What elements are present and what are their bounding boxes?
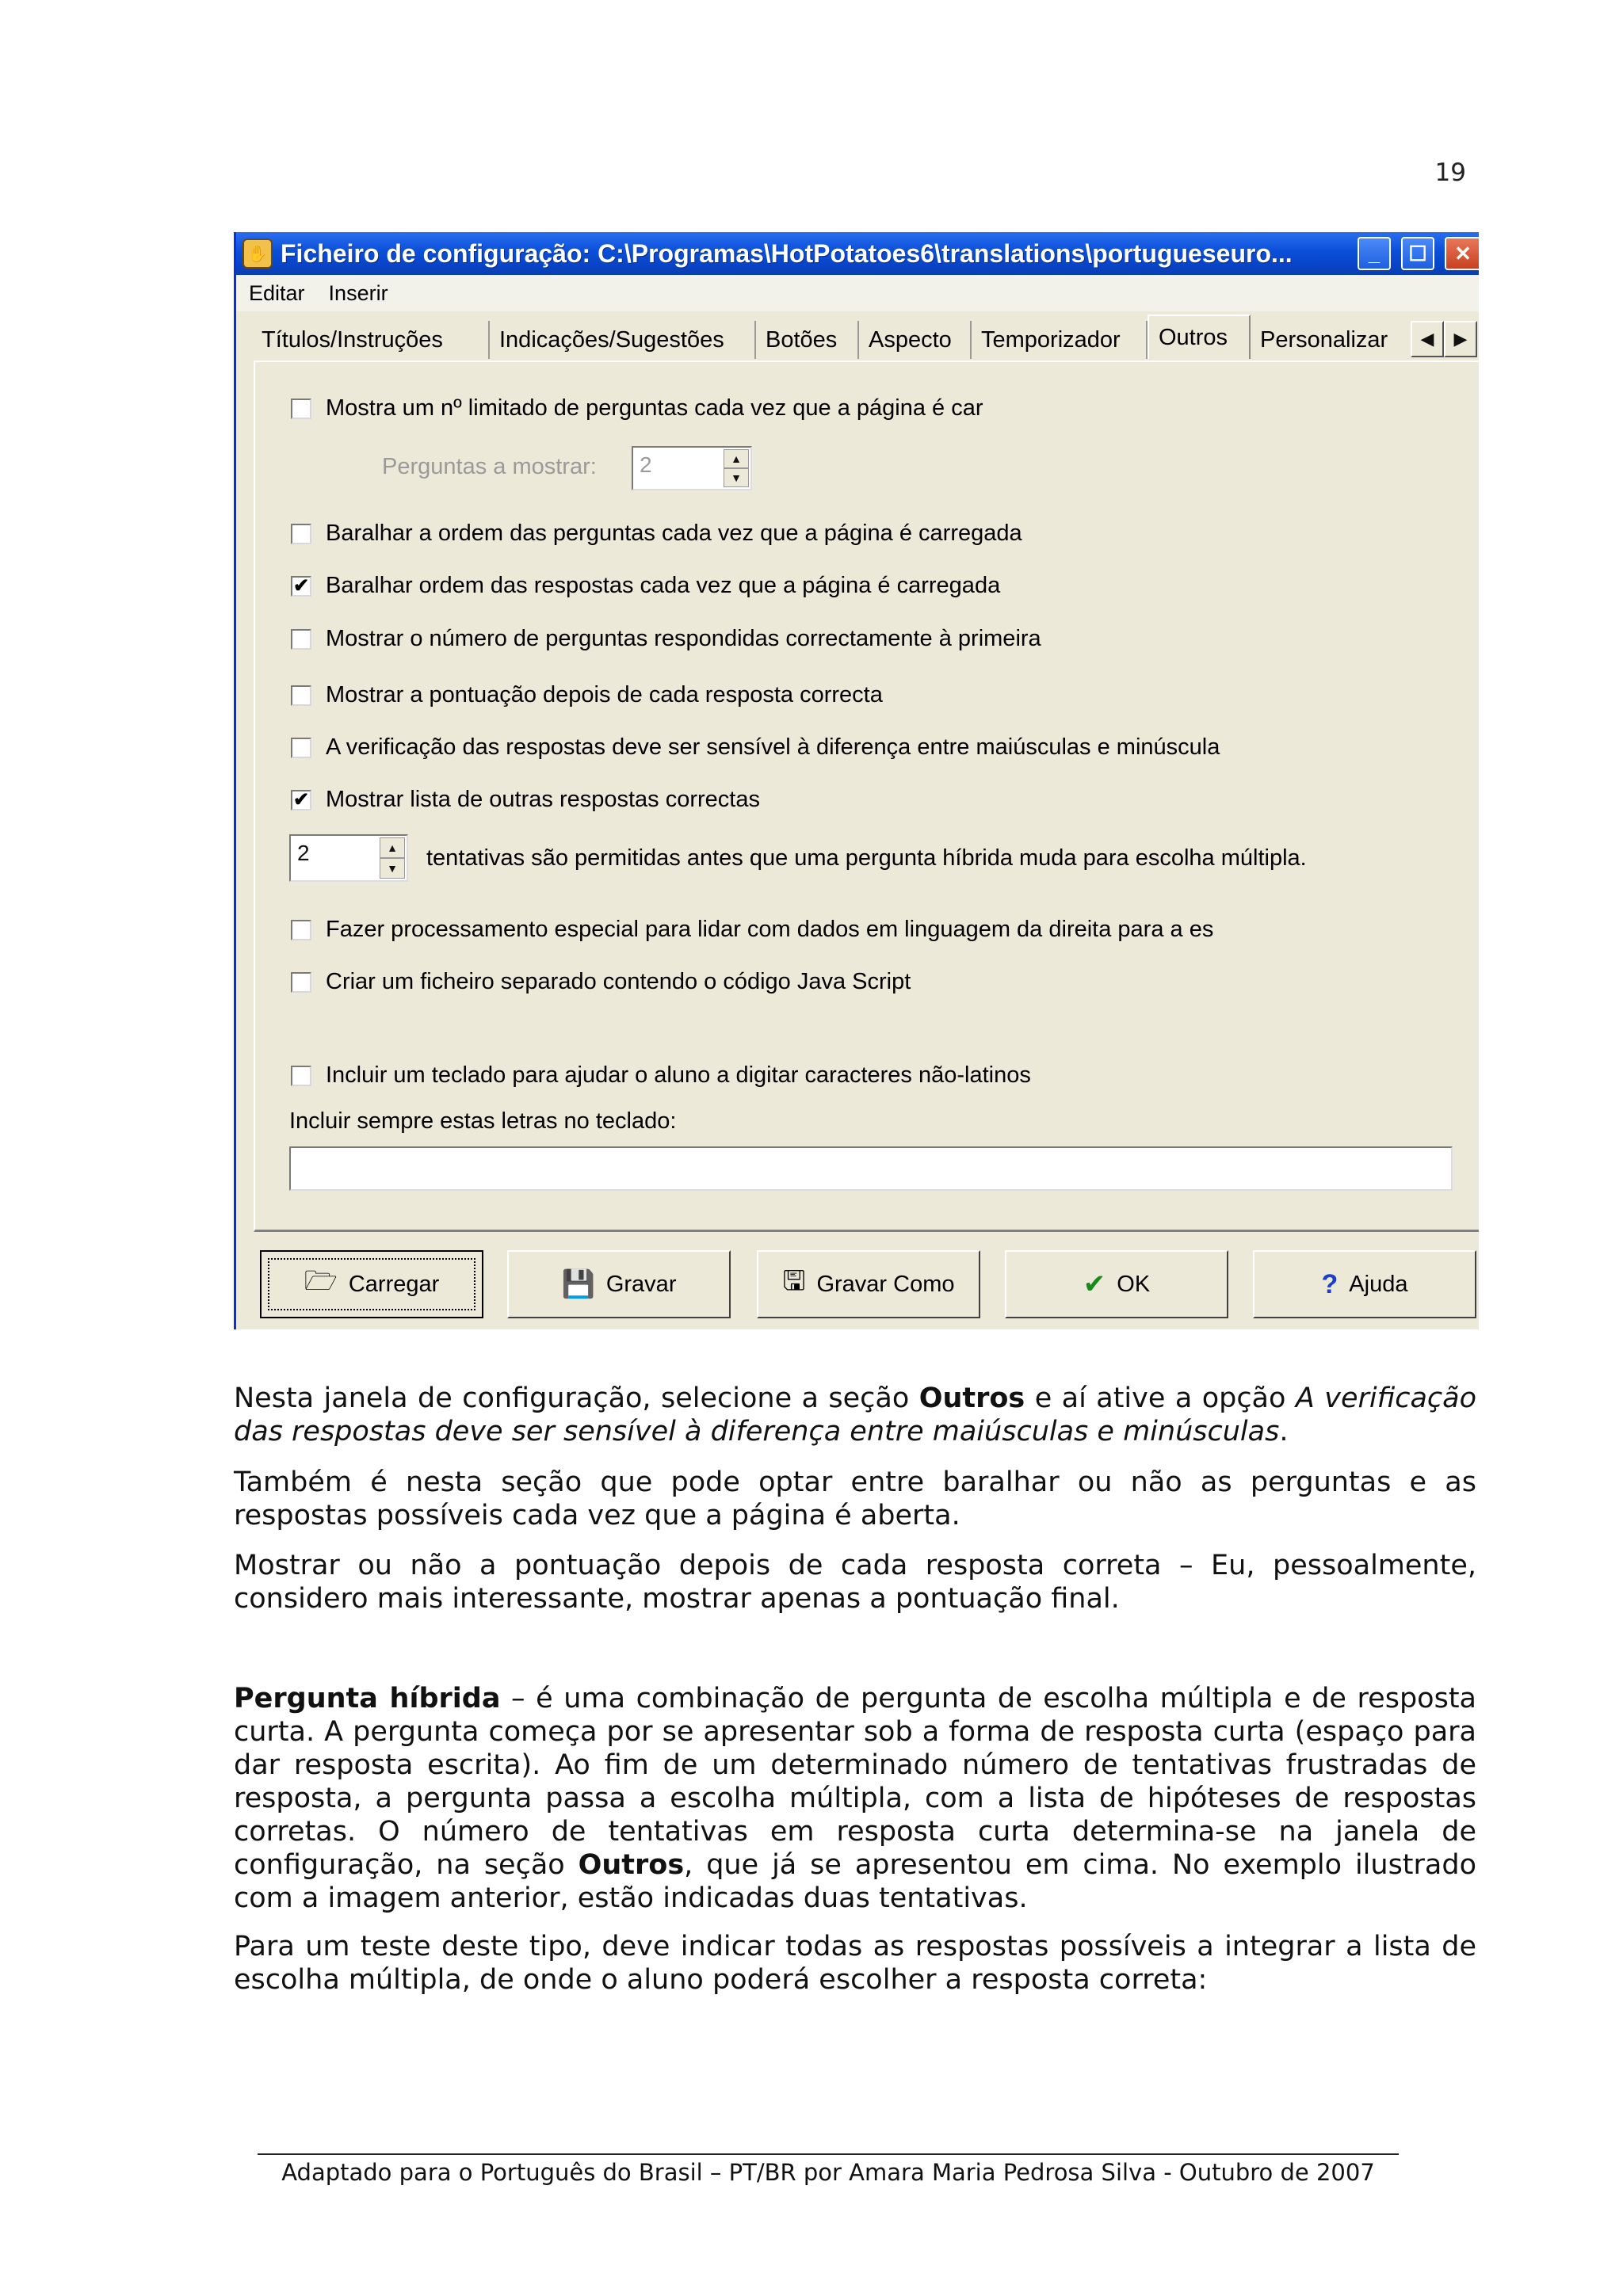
label-show-correct-count: Mostrar o número de perguntas respondidas correctamente à primeira [326, 626, 1041, 651]
checkbox-keyboard[interactable] [291, 1066, 311, 1086]
ok-button-label: OK [1117, 1271, 1151, 1297]
label-keyboard: Incluir um teclado para ajudar o aluno a digitar caracteres não-latinos [326, 1062, 1031, 1088]
label-limit-questions: Mostra um nº limitado de perguntas cada vez que a página é car [326, 395, 983, 421]
help-button-label: Ajuda [1349, 1271, 1408, 1297]
close-icon: ✕ [1454, 241, 1472, 265]
p4-text: – é uma combinação de pergunta de escolha múltipla e de resposta curta. A pergunta começa por se apresentar sob a forma de resposta curta (espaço para dar resposta escrita). Ao fim de um determinado número de tentativas frustradas de resposta, a pergunta passa a escolha múltipla, com a lista de hipóteses de respostas corretas. O número de tentativas em resposta curta determina-se na janela de configuração, na seção [234, 1683, 1476, 1881]
tab-personalizar[interactable]: Personalizar [1260, 326, 1388, 353]
checkbox-show-other-answers[interactable]: ✔ [291, 790, 311, 810]
option-keyboard[interactable] [291, 1062, 1031, 1089]
value-questions-to-show: 2 [640, 452, 652, 477]
checkbox-case-sensitive[interactable] [291, 738, 311, 758]
spinner-tries[interactable] [289, 834, 408, 882]
option-limit-questions[interactable] [291, 395, 983, 421]
menu-editar[interactable]: Editar [249, 280, 305, 305]
label-show-other-answers: Mostrar lista de outras respostas correctas [326, 787, 760, 812]
title-bar[interactable] [236, 232, 1479, 275]
paragraph-5: Para um teste deste tipo, deve indicar todas as respostas possíveis a integrar a lista de escolha múltipla, de onde o aluno poderá escolher a resposta correta: [234, 1931, 1476, 1996]
maximize-icon: ☐ [1408, 241, 1427, 265]
tab-scroll-right-button[interactable] [1444, 321, 1477, 357]
p1-text-2: e aí ative a opção [1025, 1383, 1296, 1414]
option-shuffle-answers[interactable] [291, 573, 1000, 599]
option-case-sensitive[interactable] [291, 734, 1220, 761]
menu-bar [236, 275, 1479, 311]
keyboard-letters-input[interactable] [289, 1146, 1453, 1191]
tab-titulos[interactable]: Títulos/Instruções [252, 321, 490, 359]
checkbox-shuffle-answers[interactable]: ✔ [291, 576, 311, 597]
label-shuffle-answers: Baralhar ordem das respostas cada vez que a página é carregada [326, 573, 1001, 598]
paragraph-4 [234, 1682, 1476, 1915]
minimize-button[interactable] [1358, 237, 1391, 270]
checkbox-rtl-processing[interactable] [291, 920, 311, 940]
option-show-correct-count[interactable] [291, 626, 1041, 652]
tab-indicacoes[interactable]: Indicações/Sugestões [490, 321, 756, 359]
label-rtl-processing: Fazer processamento especial para lidar com dados em linguagem da direita para a es [326, 917, 1214, 942]
checkbox-limit-questions[interactable] [291, 399, 311, 419]
save-as-button[interactable] [757, 1250, 980, 1318]
label-case-sensitive: A verificação das respostas deve ser sensível à diferença entre maiúsculas e minúscula [326, 734, 1220, 760]
maximize-button[interactable] [1401, 237, 1434, 270]
option-separate-js[interactable] [291, 969, 911, 995]
label-show-score: Mostrar a pontuação depois de cada resposta correcta [326, 682, 883, 707]
minimize-icon: _ [1368, 241, 1381, 265]
p1-italic-option: A verificação das respostas deve ser sensível à diferença entre maiúsculas e minúsculas [234, 1383, 1476, 1447]
ok-button[interactable] [1005, 1250, 1228, 1318]
paragraph-2: Também é nesta seção que pode optar entre baralhar ou não as perguntas e as respostas possíveis cada vez que a página é aberta. [234, 1466, 1476, 1531]
spin-down-icon[interactable]: ▼ [380, 858, 405, 879]
help-button[interactable] [1253, 1250, 1476, 1318]
option-shuffle-questions[interactable] [291, 521, 1022, 547]
save-as-button-label: Gravar Como [816, 1271, 955, 1297]
paragraph-3: Mostrar ou não a pontuação depois de cada resposta correta – Eu, pessoalmente, considero mais interessante, mostrar apenas a pontuação final. [234, 1550, 1476, 1615]
label-questions-to-show: Perguntas a mostrar: [382, 454, 597, 479]
save-button[interactable] [507, 1250, 731, 1318]
check-icon: ✔ [1083, 1269, 1106, 1299]
tab-aspecto[interactable]: Aspecto [859, 321, 972, 359]
config-window [234, 232, 1479, 1329]
window-title: Ficheiro de configuração: C:\Programas\HotPotatoes6\translations\portugueseuro... [281, 238, 1293, 268]
label-separate-js: Criar um ficheiro separado contendo o código Java Script [326, 969, 911, 994]
checkbox-show-score[interactable] [291, 685, 311, 706]
page-number: 19 [1434, 158, 1466, 187]
spinner-questions-to-show[interactable] [632, 446, 752, 490]
option-rtl-processing[interactable] [291, 917, 1213, 943]
load-button-label: Carregar [348, 1271, 440, 1297]
menu-inserir[interactable]: Inserir [328, 280, 388, 305]
spin-down-icon[interactable]: ▼ [724, 468, 749, 487]
spin-up-icon[interactable]: ▲ [380, 837, 405, 858]
p4-bold-outros: Outros [578, 1849, 685, 1881]
tab-botoes[interactable]: Botões [756, 321, 859, 359]
outros-panel [254, 360, 1479, 1232]
floppy-icon: 💾 [561, 1269, 595, 1299]
value-tries: 2 [297, 841, 310, 865]
spin-up-icon[interactable]: ▲ [724, 449, 749, 468]
tab-strip [236, 315, 1479, 362]
checkbox-separate-js[interactable] [291, 972, 311, 993]
close-button[interactable] [1445, 237, 1479, 270]
load-button[interactable] [260, 1250, 483, 1318]
p1-text: Nesta janela de configuração, selecione a seção [234, 1383, 919, 1414]
p4-bold-title: Pergunta híbrida [234, 1683, 501, 1714]
p4-text-2: , que já se apresentou em cima. No exemplo ilustrado com a imagem anterior, estão indicadas duas tentativas. [234, 1849, 1476, 1914]
paragraph-1 [234, 1382, 1476, 1448]
footer-rule [258, 2153, 1399, 2155]
arrow-right-icon: ▶ [1453, 329, 1468, 349]
label-tries: tentativas são permitidas antes que uma pergunta híbrida muda para escolha múltipla. [426, 845, 1307, 871]
label-keyboard-letters: Incluir sempre estas letras no teclado: [289, 1108, 677, 1134]
footer: Adaptado para o Português do Brasil – PT/BR por Amara Maria Pedrosa Silva - Outubro de 2007 [281, 2159, 1375, 2186]
p1-bold-outros: Outros [918, 1383, 1025, 1414]
option-show-score[interactable] [291, 682, 883, 708]
tab-temporizador[interactable]: Temporizador [972, 321, 1148, 359]
checkbox-show-correct-count[interactable] [291, 629, 311, 650]
tab-scroll-left-button[interactable] [1411, 321, 1444, 357]
save-button-label: Gravar [605, 1271, 677, 1297]
floppy-edit-icon: 🖫 [782, 1265, 806, 1296]
option-show-other-answers[interactable] [291, 787, 760, 813]
arrow-left-icon: ◀ [1420, 329, 1434, 349]
folder-open-icon: 🗁 [304, 1265, 338, 1296]
p1-period: . [1279, 1416, 1289, 1447]
checkbox-shuffle-questions[interactable] [291, 524, 311, 544]
hot-potatoes-icon: ✋ [242, 238, 273, 269]
tab-outros[interactable]: Outros [1148, 315, 1251, 359]
label-shuffle-questions: Baralhar a ordem das perguntas cada vez que a página é carregada [326, 521, 1022, 546]
question-icon: ? [1321, 1268, 1338, 1299]
